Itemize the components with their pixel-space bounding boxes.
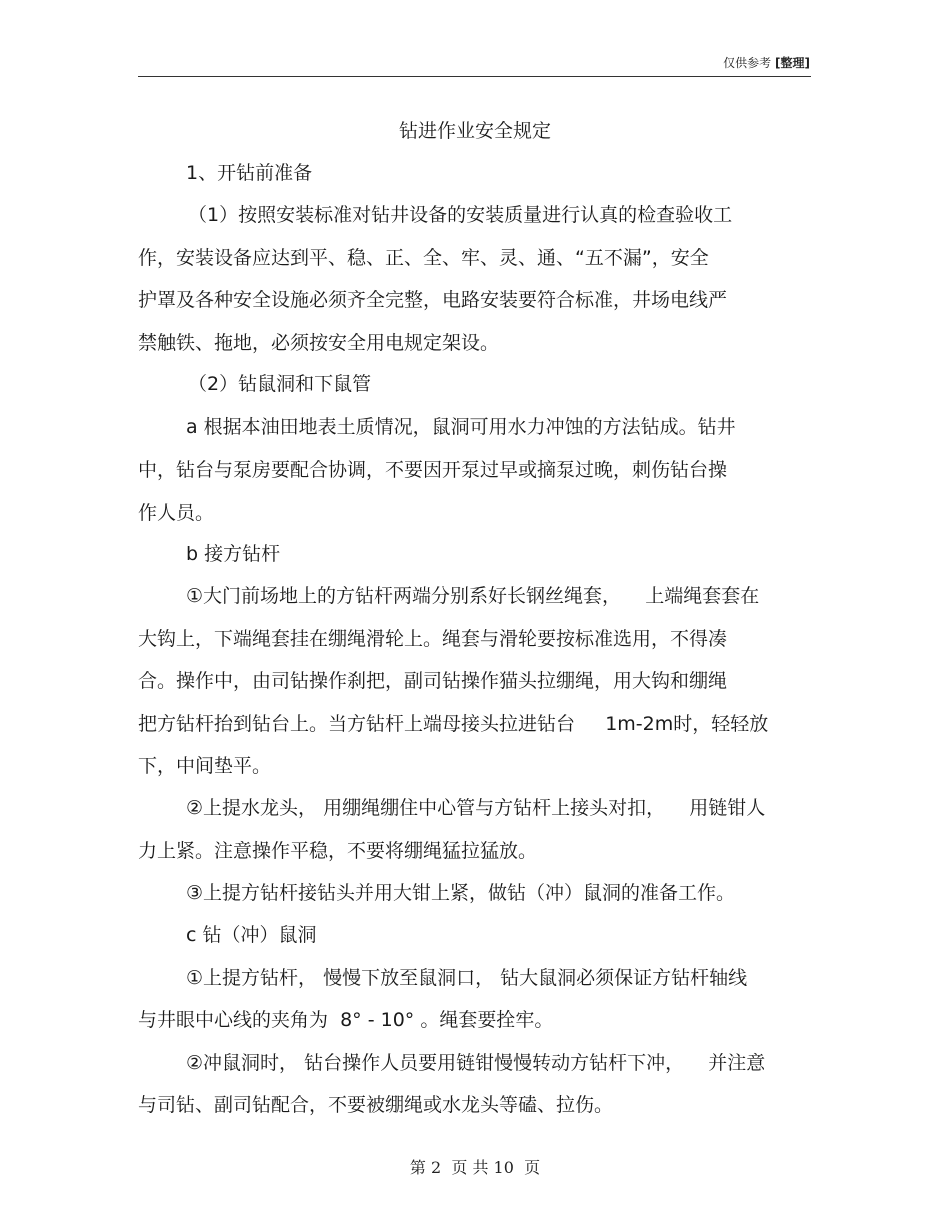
paragraph-line: 与司钻、副司钻配合，不要被绷绳或水龙头等磕、拉伤。 bbox=[138, 1094, 614, 1116]
paragraph-line: 作人员。 bbox=[138, 502, 215, 524]
paragraph-line: b 接方钻杆 bbox=[186, 543, 281, 565]
header-rule bbox=[138, 76, 811, 77]
page-footer: 第 2 页 共 10 页 bbox=[409, 1158, 541, 1177]
paragraph-line: ①上提方钻杆， 慢慢下放至鼠洞口， 钻大鼠洞必须保证方钻杆轴线 bbox=[186, 967, 748, 989]
paragraph-line: （2）钻鼠洞和下鼠管 bbox=[188, 373, 372, 395]
paragraph-line: ②冲鼠洞时， 钻台操作人员要用链钳慢慢转动方钻杆下冲， 并注意 bbox=[186, 1052, 766, 1074]
paragraph-line: 合。操作中，由司钻操作刹把，副司钻操作猫头拉绷绳，用大钩和绷绳 bbox=[138, 670, 728, 692]
paragraph-line: （1）按照安装标准对钻井设备的安装质量进行认真的检查验收工 bbox=[188, 204, 733, 226]
paragraph-line: ③上提方钻杆接钻头并用大钳上紧，做钻（冲）鼠洞的准备工作。 bbox=[186, 882, 736, 904]
paragraph-line: 禁触铁、拖地，必须按安全用电规定架设。 bbox=[138, 332, 500, 354]
paragraph-line: 作，安装设备应达到平、稳、正、全、牢、灵、通、“五不漏”，安全 bbox=[138, 247, 709, 269]
document-title: 钻进作业安全规定 bbox=[398, 120, 551, 142]
paragraph-line: 力上紧。注意操作平稳，不要将绷绳猛拉猛放。 bbox=[138, 840, 538, 862]
paragraph-line: ①大门前场地上的方钻杆两端分别系好长钢丝绳套， 上端绳套套在 bbox=[186, 585, 760, 607]
paragraph-line: 下，中间垫平。 bbox=[138, 755, 272, 777]
page-header bbox=[140, 54, 810, 72]
paragraph-line: 护罩及各种安全设施必须齐全完整，电路安装要符合标准，井场电线严 bbox=[138, 289, 728, 311]
header-note: 仅供参考 bbox=[723, 56, 772, 70]
paragraph-line: 大钩上，下端绳套挂在绷绳滑轮上。绳套与滑轮要按标准选用，不得凑 bbox=[138, 628, 728, 650]
paragraph-line: 1、开钻前准备 bbox=[186, 162, 313, 184]
header-tag: [整理] bbox=[775, 56, 810, 70]
paragraph-line: 与井眼中心线的夹角为 8° - 10° 。绳套要拴牢。 bbox=[138, 1009, 554, 1031]
paragraph-line: 把方钻杆抬到钻台上。当方钻杆上端母接头拉进钻台 1m-2m时，轻轻放 bbox=[138, 713, 769, 735]
paragraph-line: a 根据本油田地表土质情况，鼠洞可用水力冲蚀的方法钻成。钻井 bbox=[186, 416, 736, 438]
paragraph-line: ②上提水龙头， 用绷绳绷住中心管与方钻杆上接头对扣， 用链钳人 bbox=[186, 797, 766, 819]
paragraph-line: 中，钻台与泵房要配合协调，不要因开泵过早或摘泵过晚，刺伤钻台操 bbox=[138, 459, 728, 481]
paragraph-line: c 钻（冲）鼠洞 bbox=[186, 924, 317, 946]
